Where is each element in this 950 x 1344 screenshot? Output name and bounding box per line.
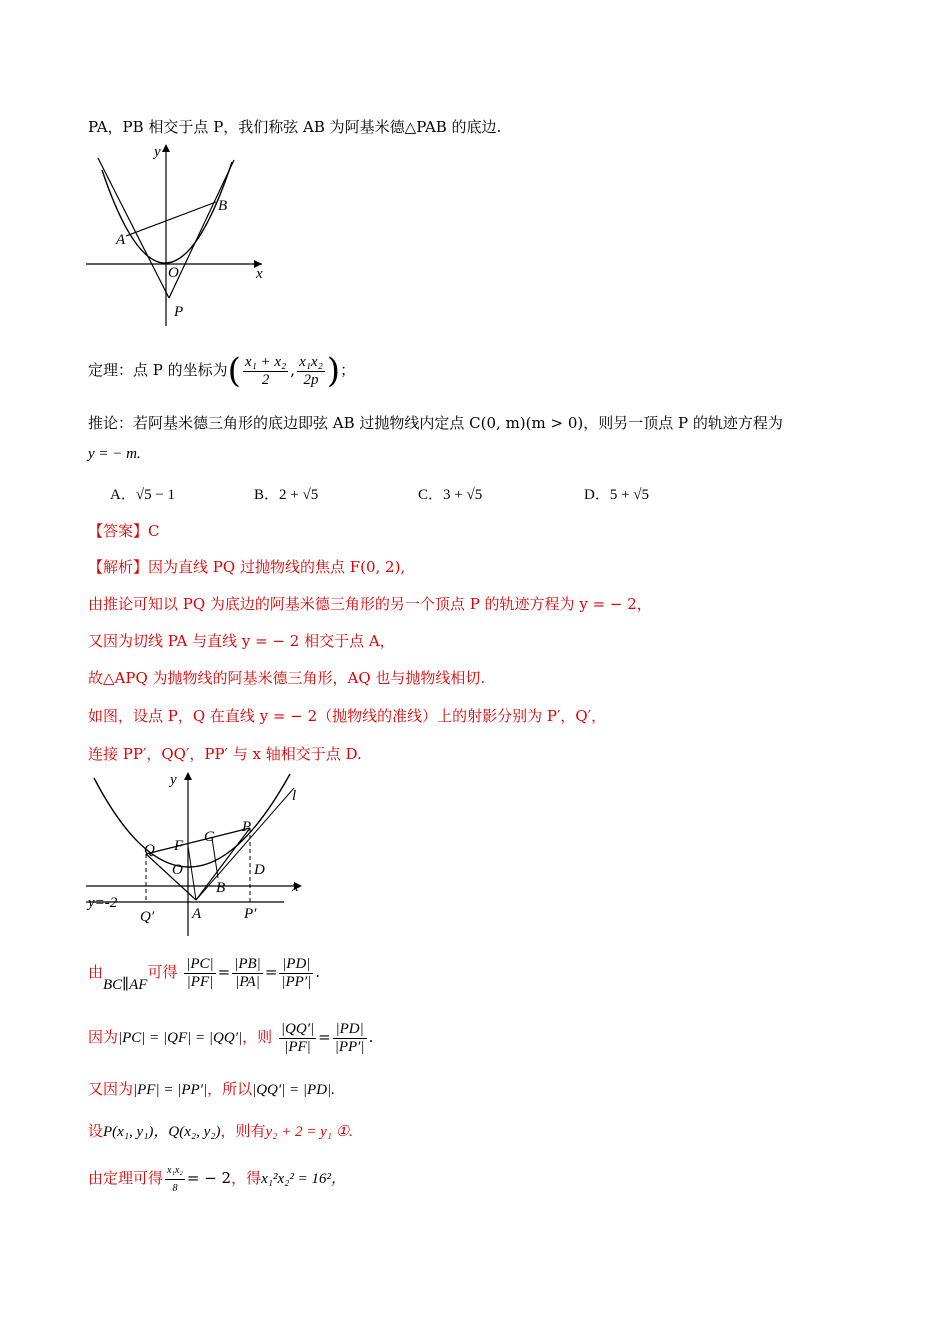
- figure-focal-chord: [84, 768, 314, 938]
- analysis-line6: 连接 PP′，QQ′，PP′ 与 x 轴相交于点 D.: [88, 745, 362, 763]
- label-q: Q: [144, 842, 155, 858]
- label-p-prime: P′: [244, 906, 257, 922]
- chord-pq: [146, 828, 250, 854]
- label-x: x: [256, 266, 263, 282]
- label-b: B: [216, 880, 226, 896]
- theorem-line: 定理：点 P 的坐标为( $\frac{\text{x₁ + x₂}}{2}$ , $\frac{\text{x₁x₂}}{2p}$ )；: [88, 351, 356, 391]
- derivation-line7: 由BC∥AF可得 $\frac{|PC|}{|PF|}$ = $\frac{|PB|}{|PA|}$ = $\frac{|PD|}{|PP'|}$ .: [88, 955, 321, 993]
- figure-archimedes-triangle: [84, 140, 274, 330]
- label-a: A: [116, 232, 126, 248]
- label-p: P: [242, 819, 252, 835]
- analysis-line3: 又因为切线 PA 与直线 y = − 2 相交于点 A，: [88, 632, 395, 650]
- label-o: O: [168, 265, 179, 281]
- analysis-line2: 由推论可知以 PQ 为底边的阿基米德三角形的另一个顶点 P 的轨迹方程为 y = − 2，: [88, 595, 652, 613]
- option-d: D．5 + √5: [584, 487, 650, 503]
- label-d: D: [254, 862, 265, 878]
- label-y: y: [154, 144, 161, 160]
- answer-line: 【答案】C: [88, 522, 160, 540]
- label-y: y: [170, 772, 177, 788]
- label-x: x: [292, 879, 299, 895]
- corollary-line1: 推论：若阿基米德三角形的底边即弦 AB 过抛物线内定点 C(0, m)(m > 0)，则另一顶点 P 的轨迹方程为: [88, 414, 783, 432]
- label-directrix: y=-2: [88, 895, 118, 911]
- label-p: P: [174, 304, 184, 320]
- derivation-line8: 因为|PC| = |QF| = |QQ′|，则 $\frac{|QQ'|}{|PF|}$ = $\frac{|PD|}{|PP'|}$ .: [88, 1020, 374, 1055]
- label-a: A: [192, 906, 202, 922]
- analysis-line5: 如图，设点 P，Q 在直线 y = − 2（抛物线的准线）上的射影分别为 P′，Q′，: [88, 707, 607, 725]
- corollary-line2: y = − m.: [88, 446, 141, 462]
- line-fa: [188, 846, 196, 900]
- option-c: C．3 + √5: [418, 487, 483, 503]
- parabola: [94, 774, 290, 867]
- label-b: B: [218, 198, 228, 214]
- derivation-line10: 设P(x₁, y₁)，Q(x₂, y₂)，则有y₂ + 2 = y₁ ①.: [88, 1122, 353, 1140]
- label-o: O: [172, 862, 183, 878]
- analysis-line4: 故△APQ 为抛物线的阿基米德三角形，AQ 也与抛物线相切.: [88, 669, 486, 687]
- label-q-prime: Q′: [140, 909, 155, 925]
- answer-options: [110, 483, 730, 505]
- analysis-line1: 【解析】因为直线 PQ 过抛物线的焦点 F(0, 2),: [88, 558, 406, 576]
- option-b: B．2 + √5: [254, 487, 319, 503]
- tangent-pa: [98, 158, 169, 298]
- intro-text: PA，PB 相交于点 P，我们称弦 AB 为阿基米德△PAB 的底边.: [88, 118, 502, 136]
- option-a: A．√5 − 1: [110, 487, 176, 503]
- label-l: l: [292, 788, 297, 804]
- label-f: F: [174, 838, 184, 854]
- label-c: C: [204, 829, 215, 845]
- derivation-line11: 由定理可得 $\frac{\text{x₁x₂}}{8}$ = − 2，得x₁²x₂² = 16²，: [88, 1158, 346, 1199]
- derivation-line9: 又因为|PF| = |PP′|，所以|QQ′| = |PD|.: [88, 1080, 335, 1098]
